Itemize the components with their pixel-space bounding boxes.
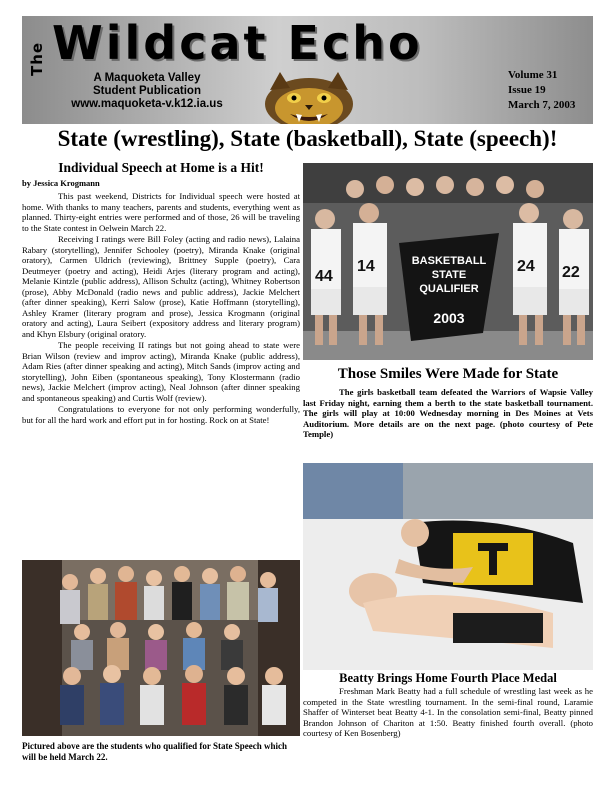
jersey-number-24: 24 [517, 258, 535, 275]
subtitle-line-2: Student Publication [93, 85, 201, 97]
basketball-team-photo-art [303, 163, 593, 360]
basketball-team-photo [303, 163, 593, 360]
subtitle-line-1: A Maquoketa Valley [93, 72, 201, 84]
speech-paragraph: The people receiving II ratings but not going ahead to state were Brian Wilson (review and improv acting), Miranda Knake (public address), Adam Ries (after dinner speaking and acting), Mitch Sands (improv acting and storytelling), John Eiben (spontaneous speaking), Tony Klostermann (radio news), Jackie Melchert (improv acting), Neal Johnson (after dinner speaking and spontaneous speaking) and Curtis Wolf (review). [22, 340, 300, 403]
banner-line-1: BASKETBALL [411, 255, 487, 267]
jersey-number-44: 44 [315, 268, 333, 285]
wrestling-article-title: Beatty Brings Home Fourth Place Medal [339, 671, 557, 685]
basketball-article-title: Those Smiles Were Made for State [337, 366, 559, 382]
speech-article-title: Individual Speech at Home is a Hit! [58, 160, 264, 175]
jersey-number-14: 14 [357, 258, 375, 275]
speech-photo-caption: Pictured above are the students who qualified for State Speech which will be held March 22. [22, 741, 288, 762]
issue-date: March 7, 2003 [508, 99, 576, 111]
speech-byline: by Jessica Krogmann [22, 178, 100, 188]
page-headline: State (wrestling), State (basketball), State (speech)! [57, 126, 558, 151]
speech-paragraph: Receiving I ratings were Bill Foley (acting and radio news), Lalaina Rabary (storytelling), Jennifer Schooley (poetry), Miranda Knake (original oratory), Carmen Uldrich (reviewing), Brittney Supple (poetry), Cara Deutmeyer (poetry and acting), Heidi Arjes (literary program and acting), Melanie Kintzle (public address), Allison Schultz (acting), Whitney Robertson (prose), Abby McDonald (radio news and public address), Jackie Melchert (after dinner speaking), Kerri Salow (prose), Katie Hoffmann (storytelling), Ashley Kramer (literary program and prose), Jessica Krogmann (original oratory and acting), Laura Seibert (expository address and literary program) and Khyn Elsbury (original oratory. [22, 234, 300, 339]
wrestling-photo-art [303, 463, 593, 670]
basketball-article-body: The girls basketball team defeated the Warriors of Wapsie Valley last Friday night, earning them a berth to the state basketball tournament. The girls will play at 10:00 Wednesday morning in Des Moines at Vets Auditorium. More details are on the next page. (photo courtesy of Pete Temple) [303, 387, 593, 439]
speech-team-photo [22, 560, 300, 736]
banner-year: 2003 [433, 310, 465, 326]
masthead-subtitle [62, 72, 232, 111]
masthead [22, 16, 593, 124]
speech-team-photo-art [22, 560, 300, 736]
website-link[interactable]: www.maquoketa-v.k12.ia.us [71, 98, 223, 110]
volume-number: Volume 31 [508, 69, 558, 81]
wildcat-head-icon [250, 70, 368, 124]
banner-line-2: STATE [431, 269, 467, 281]
jersey-number-22: 22 [562, 264, 580, 281]
newspaper-title: Wildcat Echo [52, 16, 423, 70]
issue-info [508, 68, 588, 113]
banner-line-3: QUALIFIER [419, 283, 479, 295]
masthead-the: The [28, 41, 46, 76]
speech-paragraph: This past weekend, Districts for Individual speech were hosted at home. With thanks to many teachers, parents and students, everything went as planned. Thirty-eight entries were performed and of those, 26 will be traveling to the State contest in Oelwein March 22. [22, 191, 300, 233]
issue-number: Issue 19 [508, 84, 546, 96]
wrestling-photo [303, 463, 593, 670]
speech-article-body [22, 191, 300, 426]
wrestling-article-body: Freshman Mark Beatty had a full schedule of wrestling last week as he competed in the State wrestling tournament. In the semi-final round, Laramie Shaffer of Winterset beat Beatty 4-1. In the consolation semi-final, Beatty pinned Brandon Johnson of Chariton at 1:50. Beatty finished fourth overall. (photo courtesy of Ken Bosenberg) [303, 686, 593, 738]
speech-paragraph: Congratulations to everyone for not only performing wonderfully, but for all the hard work and effort put in for hosting. Rock on at State! [22, 404, 300, 425]
